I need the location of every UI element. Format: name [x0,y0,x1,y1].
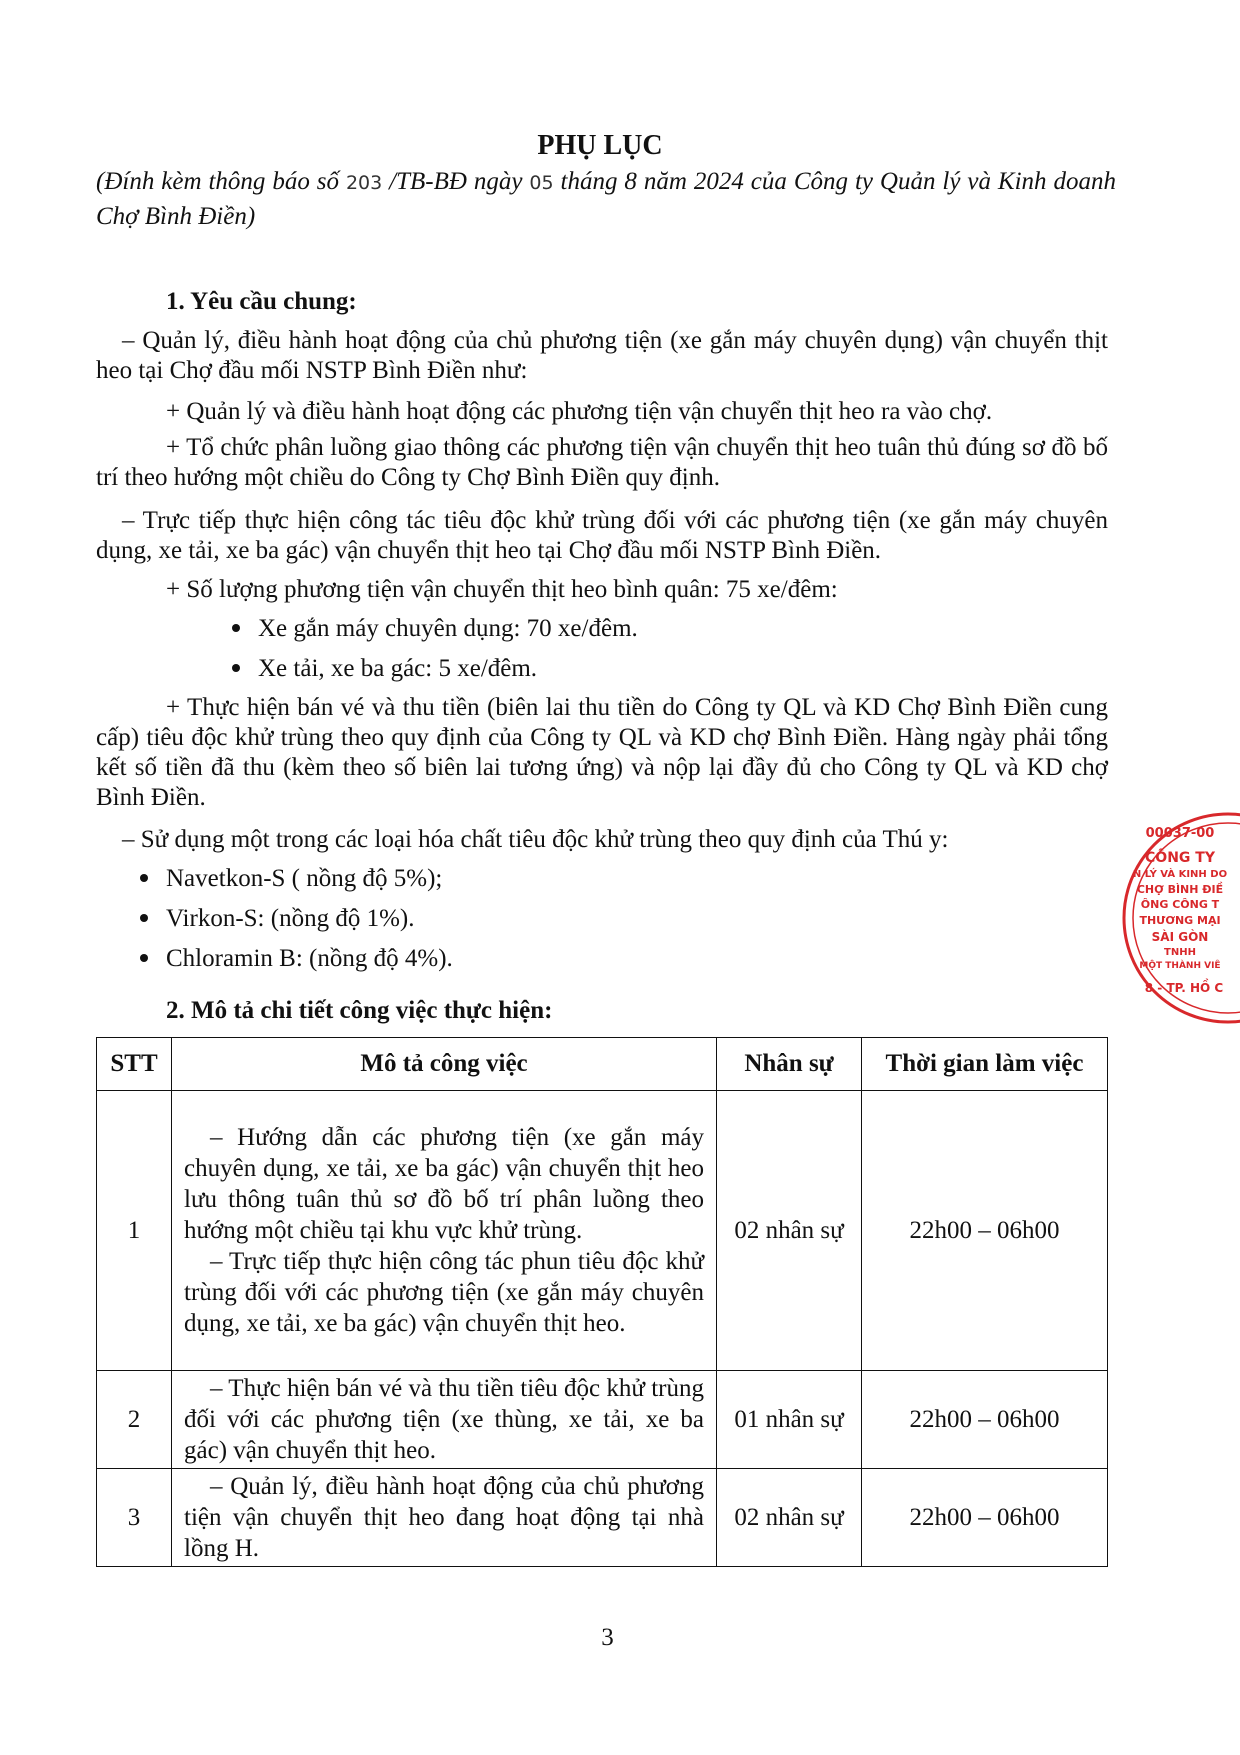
cell-staff: 02 nhân sự [717,1469,862,1567]
list-item: Chloramin B: (nồng độ 4%). [140,944,453,974]
handwritten-notice-number: 203 [345,172,383,194]
subtitle-middle: /TB-BĐ ngày [382,168,530,195]
section-1-paragraph-3: – Sử dụng một trong các loại hóa chất tiêu độc khử trùng theo quy định của Thú y: [122,826,949,853]
table-row [97,1371,1108,1469]
seal-text: 00037-00 [1145,826,1215,841]
table-row [97,1469,1108,1567]
section-1-item-2a: + Số lượng phương tiện vận chuyển thịt heo bình quân: 75 xe/đêm: [166,576,838,603]
table-header-row [97,1038,1108,1091]
cell-stt: 3 [97,1469,172,1567]
seal-text: MỘT THÀNH VIÊ [1139,961,1221,971]
header-staff: Nhân sự [717,1038,862,1091]
cell-description: – Quản lý, điều hành hoạt động của chủ phương tiện vận chuyển thịt heo đang hoạt động tại nhà lồng H. [172,1469,717,1567]
bullet-icon [140,954,148,962]
section-1-item-1b: + Tổ chức phân luồng giao thông các phương tiện vận chuyển thịt heo tuân thủ đúng sơ đồ bố trí theo hướng một chiều do Công ty Chợ Bình Điền quy định. [96,434,1108,491]
document-subtitle [96,165,1116,233]
header-working-time: Thời gian làm việc [862,1038,1108,1091]
seal-text: N LÝ VÀ KINH DO [1132,869,1228,880]
section-1-item-2b: + Thực hiện bán vé và thu tiền (biên lai thu tiền do Công ty QL và KD Chợ Bình Điền cung cấp) tiêu độc khử trùng theo quy định của Công ty QL và KD chợ Bình Điền. Hàng ngày phải tổng kết số tiền đã thu (kèm theo số biên lai tương ứng) và nộp lại đầy đủ cho Công ty QL và KD chợ Bình Điền. [96,694,1108,811]
bullet-icon [232,664,240,672]
cell-staff: 02 nhân sự [717,1091,862,1371]
header-description: Mô tả công việc [172,1038,717,1091]
cell-stt: 1 [97,1091,172,1371]
header-stt: STT [97,1038,172,1091]
seal-text: ÔNG CÔNG T [1140,898,1220,911]
section-1-item-1a: + Quản lý và điều hành hoạt động các phương tiện vận chuyển thịt heo ra vào chợ. [166,398,993,425]
bullet-icon [140,874,148,882]
seal-text: 8 - TP. HỒ C [1144,981,1224,995]
seal-text: SÀI GÒN [1151,930,1209,944]
subtitle-prefix: (Đính kèm thông báo số [96,168,346,195]
cell-staff: 01 nhân sự [717,1371,862,1469]
cell-stt: 2 [97,1371,172,1469]
tasks-table [96,1037,1108,1567]
cell-working-time: 22h00 – 06h00 [862,1091,1108,1371]
table-row [97,1091,1108,1371]
subtitle-suffix: tháng 8 năm 2024 của Công ty Quản lý và Kinh doanh Chợ Bình Điền) [96,168,1116,230]
cell-working-time: 22h00 – 06h00 [862,1371,1108,1469]
company-seal-stamp [1118,810,1240,1025]
cell-description: – Thực hiện bán vé và thu tiền tiêu độc khử trùng đối với các phương tiện (xe thùng, xe tải, xe ba gác) vận chuyển thịt heo. [172,1371,717,1469]
list-item: Virkon-S: (nồng độ 1%). [140,904,414,934]
bullet-icon [140,914,148,922]
section-1-heading: 1. Yêu cầu chung: [166,288,357,315]
section-1-paragraph-2: – Trực tiếp thực hiện công tác tiêu độc khử trùng đối với các phương tiện (xe gắn máy chuyên dụng, xe tải, xe ba gác) vận chuyển thịt heo tại Chợ đầu mối NSTP Bình Điền. [96,507,1108,564]
section-1-paragraph-1: – Quản lý, điều hành hoạt động của chủ phương tiện (xe gắn máy chuyên dụng) vận chuyển thịt heo tại Chợ đầu mối NSTP Bình Điền như: [96,327,1108,384]
list-item: Navetkon-S ( nồng độ 5%); [140,864,442,894]
cell-working-time: 22h00 – 06h00 [862,1469,1108,1567]
page-number: 3 [601,1624,614,1651]
bullet-icon [232,624,240,632]
seal-text: CHỢ BÌNH ĐIỀ [1136,883,1224,896]
list-item: Xe gắn máy chuyên dụng: 70 xe/đêm. [232,614,638,644]
seal-text: TNHH [1164,947,1196,958]
document-title: PHỤ LỤC [537,130,663,161]
handwritten-day: 05 [529,172,554,194]
seal-text: CÔNG TY [1145,850,1215,866]
cell-description: – Hướng dẫn các phương tiện (xe gắn máy chuyên dụng, xe tải, xe ba gác) vận chuyển thịt heo lưu thông tuân thủ sơ đồ bố trí phân luồng theo hướng một chiều tại khu vực khử trùng. – Trực tiếp thực hiện công tác phun tiêu độc khử trùng đối với các phương tiện (xe gắn máy chuyên dụng, xe tải, xe ba gác) vận chuyển thịt heo. [172,1091,717,1371]
list-item: Xe tải, xe ba gác: 5 xe/đêm. [232,654,537,684]
seal-text: THƯƠNG MẠI [1139,914,1221,927]
section-2-heading: 2. Mô tả chi tiết công việc thực hiện: [166,997,553,1024]
